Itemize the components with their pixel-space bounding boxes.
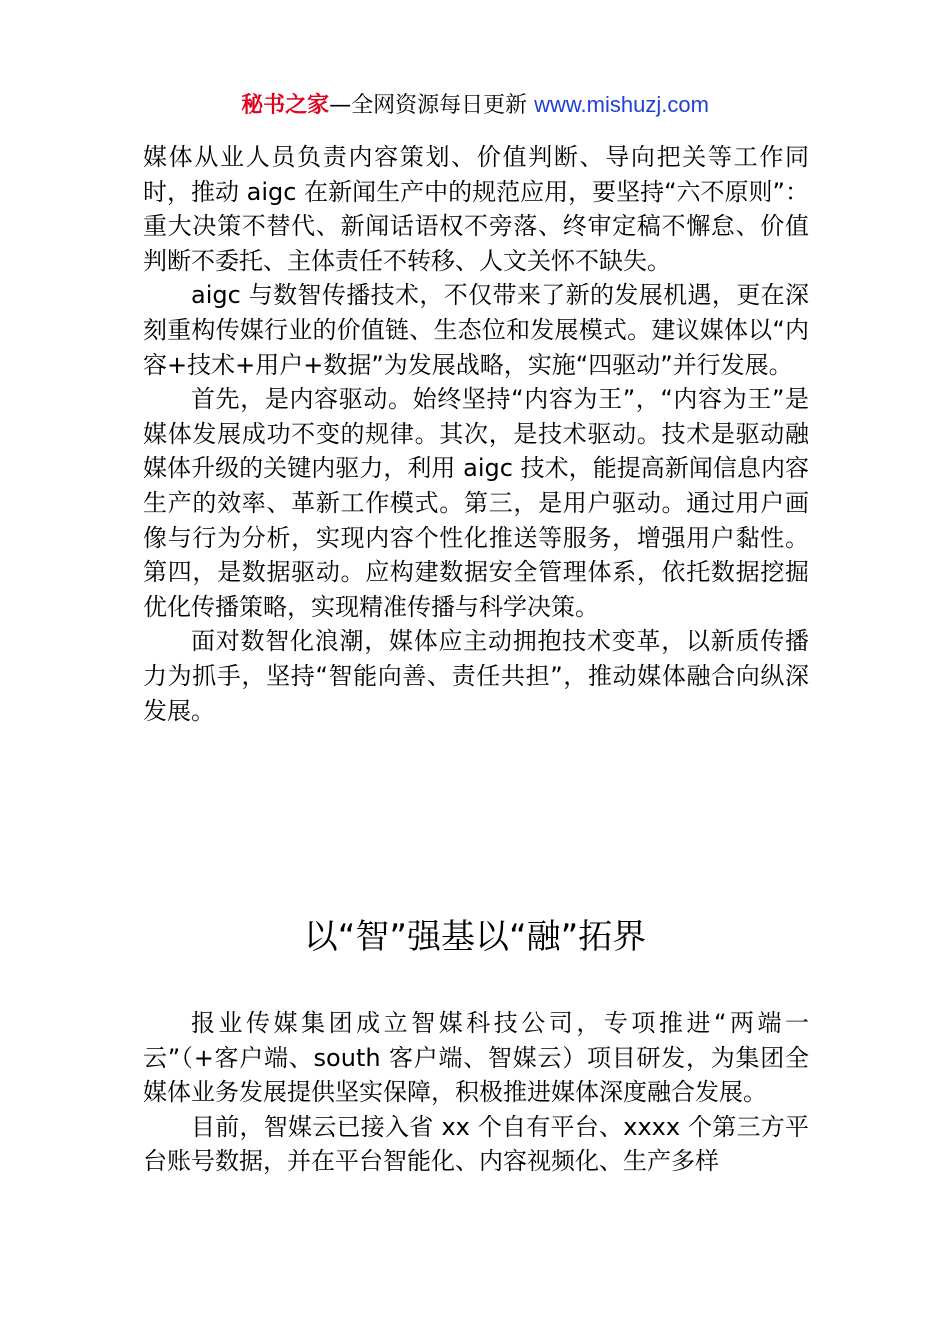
header-url-link[interactable]: www.mishuzj.com bbox=[534, 92, 709, 117]
section-title: 以“智”强基以“融”拓界 bbox=[303, 917, 647, 957]
header-slogan: —全网资源每日更新 bbox=[329, 93, 528, 118]
section-1-body bbox=[143, 140, 809, 728]
header-brand: 秘书之家 bbox=[241, 93, 330, 118]
section-2-body bbox=[143, 1006, 809, 1179]
paragraph: 媒体从业人员负责内容策划、价值判断、导向把关等工作同时，推动 aigc 在新闻生产中的规范应用，要坚持“六不原则”：重大决策不替代、新闻话语权不旁落、终审定稿不懈怠、价值判断不委托、主体责任不转移、人文关怀不缺失。 bbox=[143, 143, 809, 275]
paragraph: 面对数智化浪潮，媒体应主动拥抱技术变革，以新质传播力为抓手，坚持“智能向善、责任共担”，推动媒体融合向纵深发展。 bbox=[143, 627, 809, 725]
page-header bbox=[0, 88, 950, 123]
paragraph: 首先，是内容驱动。始终坚持“内容为王”，“内容为王”是媒体发展成功不变的规律。其次，是技术驱动。技术是驱动融媒体升级的关键内驱力，利用 aigc 技术，能提高新闻信息内容生产的效率、革新工作模式。第三，是用户驱动。通过用户画像与行为分析，实现内容个性化推送等服务，增强用户黏性。第四，是数据驱动。应构建数据安全管理体系，依托数据挖掘优化传播策略，实现精准传播与科学决策。 bbox=[143, 385, 809, 621]
paragraph: 报业传媒集团成立智媒科技公司，专项推进“两端一云”（+客户端、south 客户端、智媒云）项目研发，为集团全媒体业务发展提供坚实保障，积极推进媒体深度融合发展。 bbox=[143, 1009, 809, 1107]
paragraph: aigc 与数智传播技术，不仅带来了新的发展机遇，更在深刻重构传媒行业的价值链、生态位和发展模式。建议媒体以“内容+技术+用户+数据”为发展战略，实施“四驱动”并行发展。 bbox=[143, 281, 809, 379]
paragraph: 目前，智媒云已接入省 xx 个自有平台、xxxx 个第三方平台账号数据，并在平台智能化、内容视频化、生产多样 bbox=[143, 1112, 809, 1176]
